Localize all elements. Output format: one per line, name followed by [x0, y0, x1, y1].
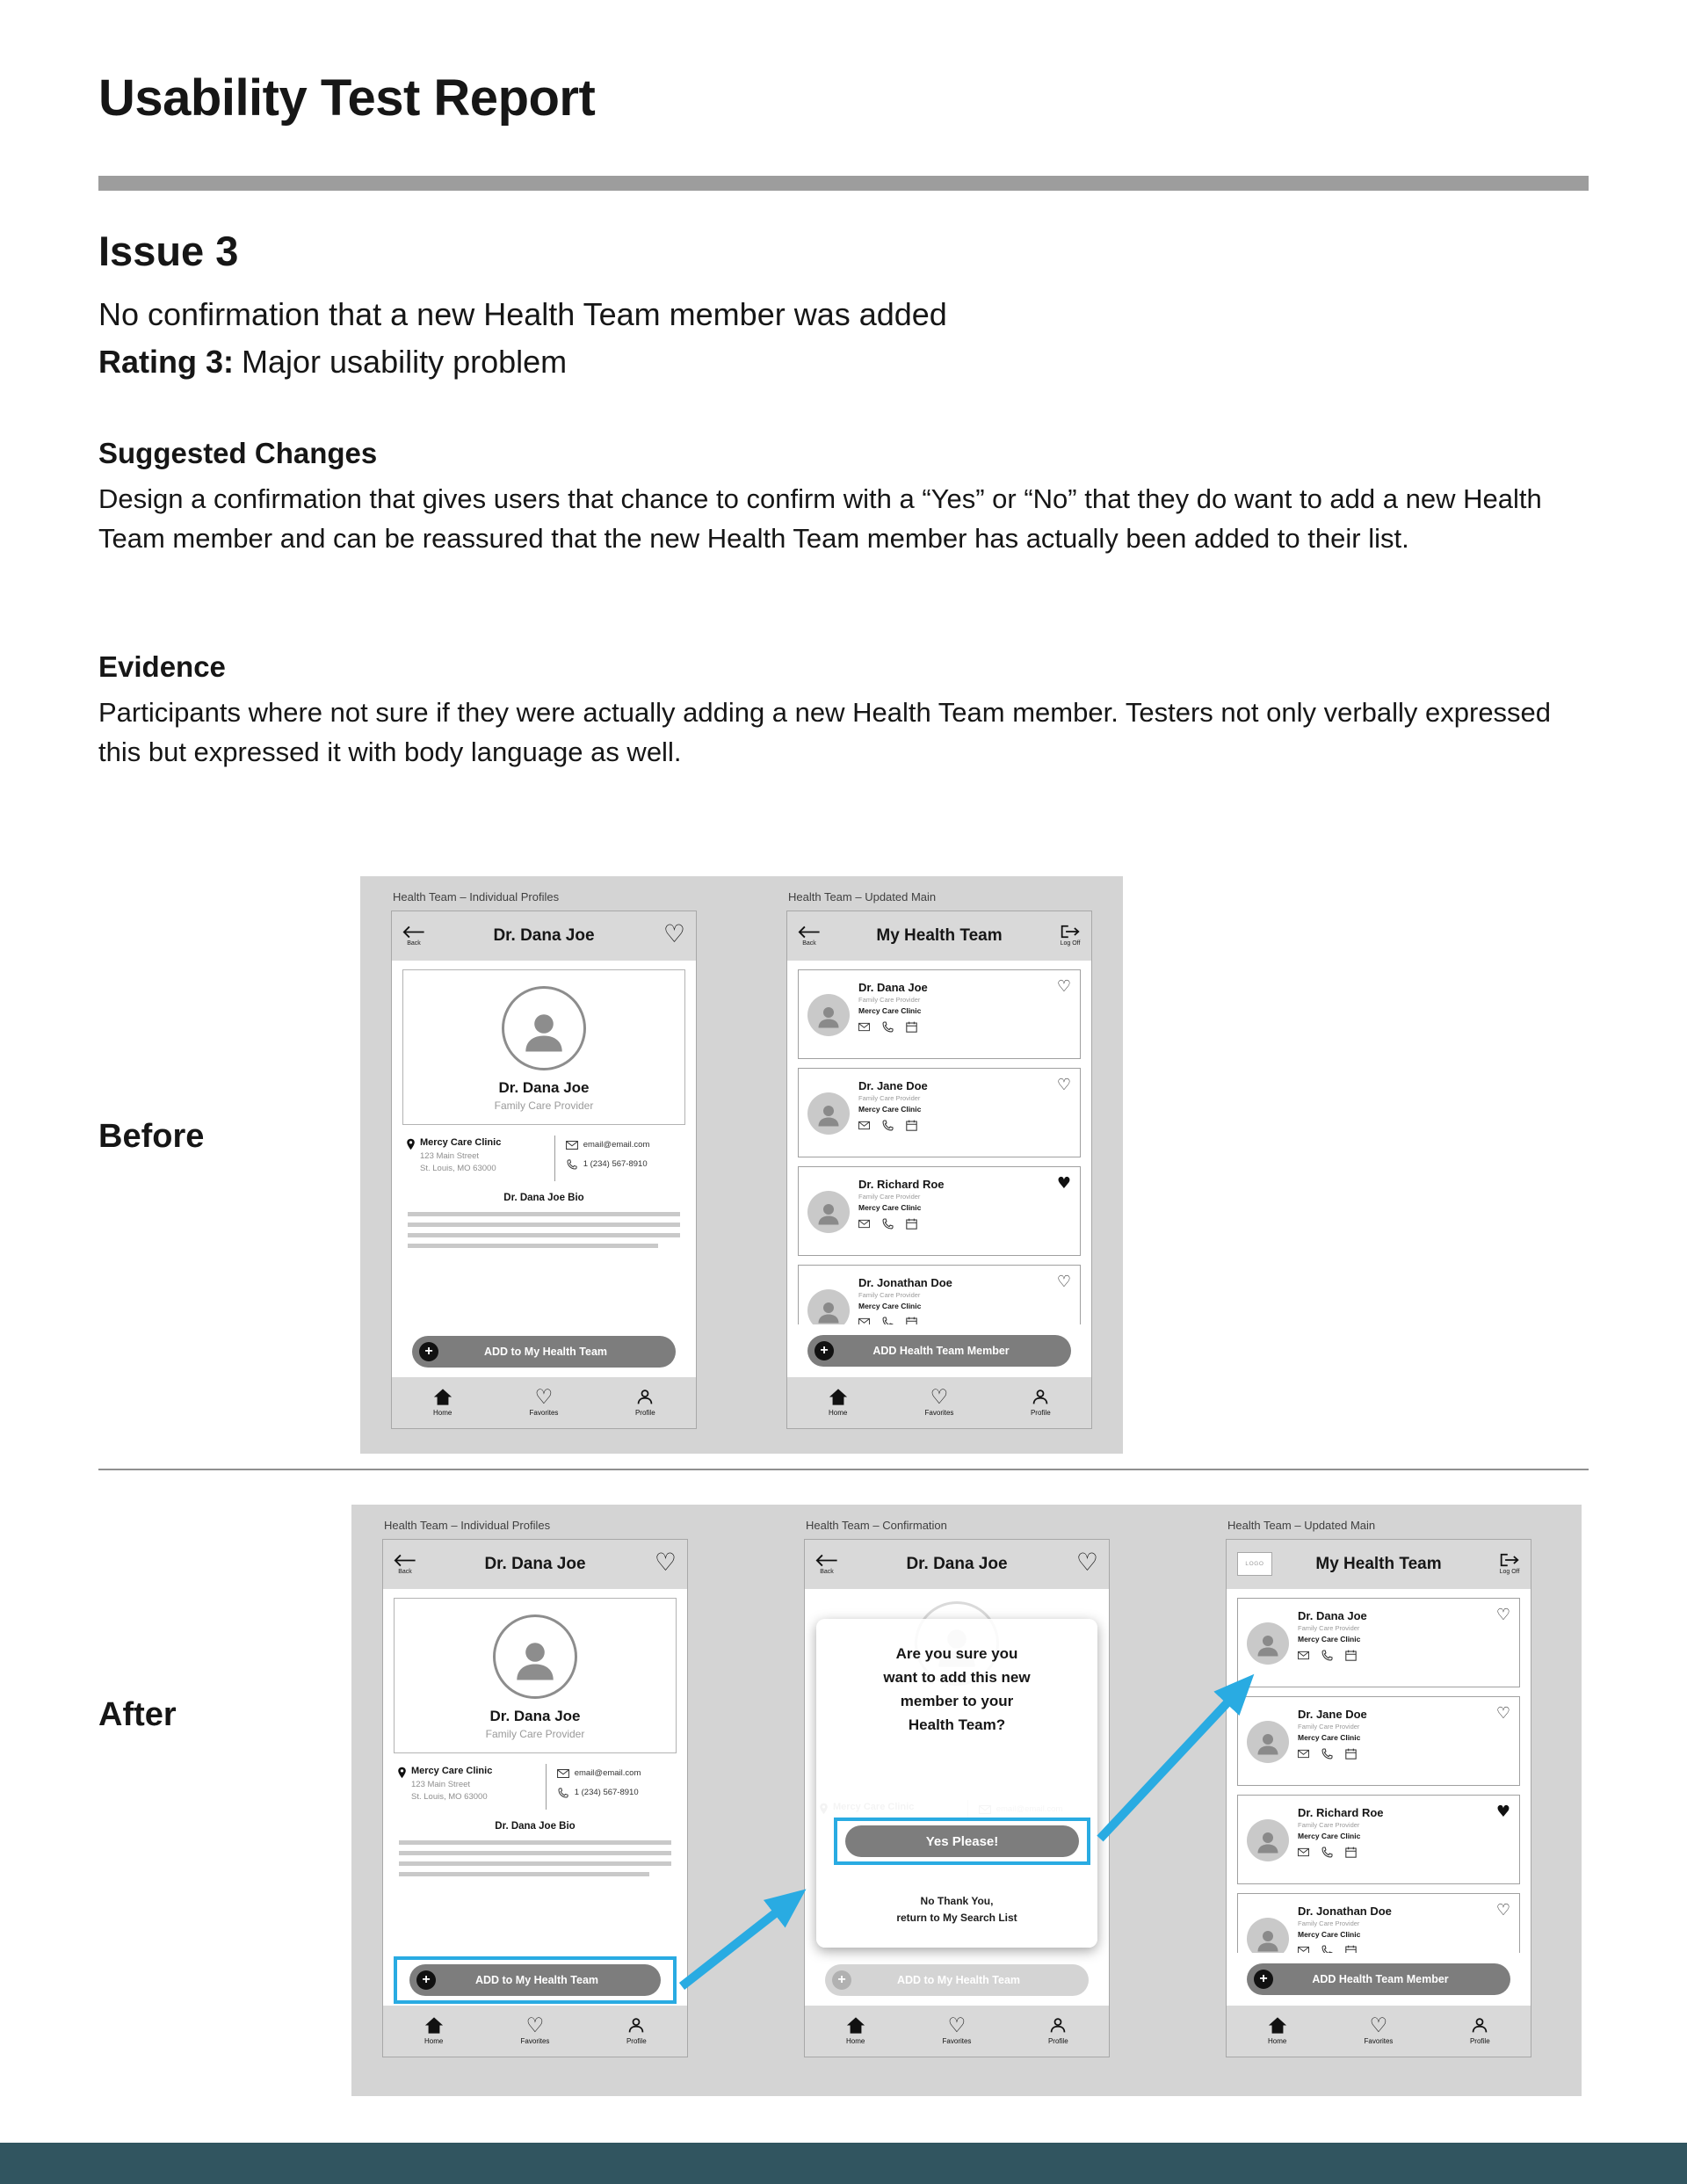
favorite-heart-icon[interactable]: ♡: [1056, 976, 1071, 996]
mockup-after-profile: [382, 1519, 688, 2057]
log-off-button[interactable]: [1499, 1553, 1520, 1575]
mockup-caption: Health Team – Individual Profiles: [384, 1519, 551, 1532]
add-health-team-member-button[interactable]: [807, 1335, 1071, 1367]
nav-home[interactable]: [1249, 2016, 1306, 2045]
person-icon: [1255, 1731, 1281, 1757]
provider-role: Family Care Provider: [494, 1099, 594, 1112]
add-button-row: [805, 1955, 1109, 2006]
phone-header: [787, 911, 1091, 961]
member-avatar: [807, 994, 850, 1036]
phone-body: [787, 961, 1091, 1377]
provider-name: Dr. Dana Joe: [489, 1707, 581, 1724]
nav-profile-label: Profile: [626, 2037, 647, 2046]
member-role: Family Care Provider: [858, 1093, 921, 1102]
member-card[interactable]: [798, 969, 1081, 1059]
plus-icon: +: [815, 1341, 834, 1360]
contact-info: [395, 1764, 675, 1810]
phone-screen: [786, 911, 1092, 1429]
nav-profile-label: Profile: [634, 1409, 655, 1418]
calendar-icon[interactable]: [906, 1218, 917, 1230]
favorite-heart-icon[interactable]: ♡: [1495, 1703, 1510, 1723]
phone-value: 1 (234) 567-8910: [583, 1159, 648, 1170]
screen-title: My Health Team: [1315, 1554, 1442, 1573]
home-icon: [1268, 2016, 1287, 2035]
member-role: Family Care Provider: [858, 1290, 921, 1299]
plus-icon: +: [416, 1970, 436, 1990]
favorite-heart-icon[interactable]: ♥: [1056, 1173, 1071, 1193]
profile-icon: [635, 1388, 655, 1406]
phone-icon[interactable]: [1321, 1748, 1333, 1760]
back-arrow-icon: [402, 925, 425, 939]
nav-favorites-label: Favorites: [942, 2037, 972, 2046]
rating-label: Rating 3:: [98, 344, 235, 380]
member-actions: [1298, 1847, 1510, 1858]
back-button[interactable]: [815, 1554, 838, 1575]
favorite-heart-icon[interactable]: ♡: [1056, 1272, 1071, 1291]
after-panel: [351, 1505, 1582, 2096]
back-label: Back: [407, 940, 421, 947]
home-icon: [433, 1388, 453, 1406]
log-off-label: Log Off: [1060, 940, 1081, 947]
phone-icon[interactable]: [566, 1159, 578, 1170]
confirmation-question: Are you sure you want to add this new member to your Health Team?: [883, 1644, 1031, 1734]
home-icon: [846, 2016, 865, 2035]
page-title: Usability Test Report: [98, 69, 596, 127]
contact-methods: [547, 1764, 675, 1810]
phone-icon[interactable]: [882, 1120, 894, 1131]
member-role: Family Care Provider: [1298, 1820, 1360, 1829]
add-to-health-team-button[interactable]: [409, 1964, 661, 1996]
person-icon: [1255, 1829, 1281, 1855]
person-icon: [815, 1201, 842, 1227]
nav-home[interactable]: [810, 1388, 866, 1417]
phone-header: [392, 911, 696, 961]
no-line2: return to My Search List: [896, 1912, 1017, 1924]
member-avatar: [1247, 1819, 1289, 1861]
issue-rating: [98, 344, 567, 381]
profile-icon: [1031, 1388, 1050, 1406]
back-button[interactable]: [798, 925, 821, 947]
phone-screen: [382, 1539, 688, 2057]
back-label: Back: [820, 1568, 834, 1575]
footer-bar: [0, 2143, 1687, 2184]
avatar: [493, 1614, 577, 1699]
add-member-row: [1227, 1953, 1531, 2006]
plus-icon: +: [832, 1970, 851, 1990]
nav-home-label: Home: [1267, 2037, 1287, 2046]
no-thank-you-link[interactable]: [816, 1893, 1097, 1926]
suggested-changes-heading: Suggested Changes: [98, 437, 378, 469]
nav-profile[interactable]: [1452, 2016, 1508, 2045]
evidence-heading: Evidence: [98, 650, 226, 683]
member-clinic: Mercy Care Clinic: [1298, 1831, 1361, 1840]
back-arrow-icon: [815, 1554, 838, 1567]
phone-header: [805, 1540, 1109, 1589]
phone-icon[interactable]: [1321, 1847, 1333, 1858]
calendar-icon[interactable]: [1345, 1650, 1357, 1661]
favorite-heart-icon[interactable]: ♡: [662, 919, 685, 949]
back-button[interactable]: [402, 925, 425, 947]
nav-home-label: Home: [845, 2037, 865, 2046]
nav-favorites-label: Favorites: [520, 2037, 550, 2046]
member-name: Dr. Jonathan Doe: [1298, 1904, 1392, 1918]
nav-profile[interactable]: [617, 1388, 673, 1417]
phone-body: [1227, 1589, 1531, 2006]
email-icon[interactable]: [1298, 1748, 1309, 1760]
member-name: Dr. Jane Doe: [1298, 1707, 1367, 1721]
screen-title: Dr. Dana Joe: [484, 1554, 586, 1573]
back-arrow-icon: [798, 925, 821, 939]
phone-icon[interactable]: [882, 1021, 894, 1033]
phone-value: 1 (234) 567-8910: [574, 1788, 639, 1798]
nav-profile-label: Profile: [1047, 2037, 1068, 2046]
provider-role: Family Care Provider: [485, 1727, 585, 1740]
evidence-body: Participants where not sure if they were actually adding a new Health Team member. Testers not only verbally expressed this but expressed it with body language as well.: [98, 697, 1552, 767]
favorite-heart-icon[interactable]: ♡: [654, 1548, 677, 1578]
favorite-heart-icon[interactable]: ♥: [1495, 1802, 1510, 1821]
mockup-caption: Health Team – Updated Main: [1227, 1519, 1376, 1532]
calendar-icon[interactable]: [1345, 1748, 1357, 1760]
nav-favorites-label: Favorites: [924, 1409, 954, 1418]
member-clinic: Mercy Care Clinic: [858, 1104, 922, 1114]
add-member-row: [787, 1324, 1091, 1377]
add-button-label: ADD to My Health Team: [483, 1345, 608, 1358]
calendar-icon[interactable]: [1345, 1847, 1357, 1858]
after-label: After: [98, 1696, 177, 1733]
clinic-info: [395, 1764, 547, 1810]
member-avatar: [807, 1191, 850, 1233]
member-clinic: Mercy Care Clinic: [1298, 1732, 1361, 1742]
phone-icon[interactable]: [557, 1788, 569, 1798]
bio-heading: Dr. Dana Joe Bio: [503, 1193, 584, 1204]
member-actions: [858, 1218, 1071, 1230]
bottom-nav: [383, 2006, 687, 2057]
heart-icon: ♡: [525, 2014, 545, 2038]
member-avatar: [1247, 1622, 1289, 1665]
phone-screen: [804, 1539, 1110, 2057]
address-line2: St. Louis, MO 63000: [420, 1164, 496, 1174]
member-clinic: Mercy Care Clinic: [858, 1202, 922, 1212]
issue-subtitle: No confirmation that a new Health Team member was added: [98, 296, 947, 332]
member-clinic: Mercy Care Clinic: [858, 1005, 922, 1015]
screen-title: Dr. Dana Joe: [493, 925, 595, 945]
log-off-icon: [1499, 1553, 1520, 1567]
favorite-heart-icon[interactable]: ♡: [1495, 1900, 1510, 1919]
member-name: Dr. Jonathan Doe: [858, 1275, 952, 1289]
person-icon: [815, 1299, 842, 1325]
mockup-before-main: [786, 890, 1092, 1429]
add-button-row: [392, 1326, 696, 1377]
suggested-changes-body: Design a confirmation that gives users that chance to confirm with a “Yes” or “No” that they do want to add a new Health Team member and can be reassured that the new Health Team member has actually been added to their list.: [98, 483, 1542, 554]
before-panel: [360, 876, 1123, 1454]
member-name: Dr. Richard Roe: [1298, 1805, 1384, 1819]
nav-favorites[interactable]: [911, 1388, 967, 1417]
no-line1: No Thank You,: [920, 1895, 994, 1908]
nav-home[interactable]: [828, 2016, 884, 2045]
calendar-icon[interactable]: [906, 1120, 917, 1131]
member-actions: [1298, 1650, 1510, 1661]
location-pin-icon: [406, 1138, 416, 1150]
contact-info: [404, 1136, 684, 1181]
bottom-nav: [1227, 2006, 1531, 2057]
phone-body: [392, 961, 696, 1377]
clinic-name: Mercy Care Clinic: [411, 1765, 493, 1776]
person-icon: [815, 1004, 842, 1030]
add-to-health-team-button: [825, 1964, 1089, 1996]
health-team-list: [787, 961, 1091, 1377]
bottom-nav: [392, 1377, 696, 1428]
favorite-heart-icon[interactable]: ♡: [1056, 1075, 1071, 1094]
mockup-caption: Health Team – Confirmation: [806, 1519, 947, 1532]
avatar: [502, 986, 586, 1070]
issue-heading: Issue 3: [98, 228, 239, 274]
email-icon[interactable]: [557, 1768, 569, 1779]
log-off-button[interactable]: [1060, 925, 1081, 947]
clinic-name: Mercy Care Clinic: [420, 1136, 502, 1148]
add-member-label: ADD Health Team Member: [1312, 1972, 1449, 1985]
bio-placeholder-lines: [408, 1212, 680, 1248]
back-button[interactable]: [394, 1554, 416, 1575]
mockup-before-profile: [391, 890, 697, 1429]
member-role: Family Care Provider: [858, 995, 921, 1004]
member-role: Family Care Provider: [1298, 1722, 1360, 1731]
add-health-team-member-button[interactable]: [1247, 1963, 1510, 1995]
member-avatar: [1247, 1721, 1289, 1763]
plus-icon: +: [419, 1342, 438, 1361]
member-avatar: [807, 1092, 850, 1135]
address-line2: St. Louis, MO 63000: [411, 1792, 488, 1803]
home-icon: [829, 1388, 848, 1406]
member-card[interactable]: [1237, 1795, 1520, 1884]
member-clinic: Mercy Care Clinic: [1298, 1929, 1361, 1939]
highlight-box: [834, 1818, 1090, 1865]
nav-favorites[interactable]: [516, 1388, 572, 1417]
highlight-box: [394, 1956, 677, 2004]
favorite-heart-icon[interactable]: ♡: [1075, 1548, 1098, 1578]
provider-name: Dr. Dana Joe: [498, 1078, 590, 1096]
phone-body: [383, 1589, 687, 2006]
member-clinic: Mercy Care Clinic: [858, 1301, 922, 1310]
email-icon[interactable]: [858, 1021, 870, 1033]
title-divider-bar: [98, 176, 1589, 191]
before-label: Before: [98, 1118, 205, 1155]
heart-icon: ♡: [1369, 2014, 1388, 2038]
back-label: Back: [802, 940, 816, 947]
member-role: Family Care Provider: [858, 1192, 921, 1201]
person-icon: [1255, 1632, 1281, 1658]
phone-screen: [391, 911, 697, 1429]
nav-profile[interactable]: [1030, 2016, 1086, 2045]
member-name: Dr. Dana Joe: [1298, 1608, 1367, 1622]
home-icon: [424, 2016, 444, 2035]
bottom-nav: [787, 1377, 1091, 1428]
email-value: email@email.com: [583, 1140, 650, 1150]
heart-icon: ♡: [930, 1386, 949, 1410]
phone-icon[interactable]: [882, 1218, 894, 1230]
favorite-heart-icon[interactable]: ♡: [1495, 1605, 1510, 1624]
log-off-icon: [1060, 925, 1081, 939]
person-icon: [511, 1636, 559, 1684]
nav-profile[interactable]: [1012, 1388, 1068, 1417]
member-name: Dr. Jane Doe: [858, 1078, 928, 1092]
email-icon[interactable]: [1298, 1650, 1309, 1661]
provider-profile-card: [402, 969, 685, 1125]
yes-please-button[interactable]: Yes Please!: [845, 1825, 1079, 1857]
person-icon: [1255, 1927, 1281, 1954]
phone-header: [1227, 1540, 1531, 1589]
mockup-caption: Health Team – Individual Profiles: [393, 890, 560, 903]
email-icon[interactable]: [1298, 1847, 1309, 1858]
member-actions: [858, 1120, 1071, 1131]
mockup-after-confirmation: [804, 1519, 1110, 2057]
profile-icon: [1470, 2016, 1489, 2035]
nav-home-label: Home: [432, 1409, 453, 1418]
member-actions: [1298, 1748, 1510, 1760]
back-label: Back: [398, 1568, 412, 1575]
section-divider: [98, 1469, 1589, 1470]
heart-icon: ♡: [534, 1386, 554, 1410]
nav-favorites[interactable]: [1350, 2016, 1407, 2045]
member-card[interactable]: [798, 1166, 1081, 1256]
email-icon[interactable]: [858, 1218, 870, 1230]
bottom-nav: [805, 2006, 1109, 2057]
address-line1: 123 Main Street: [420, 1150, 480, 1161]
phone-screen: [1226, 1539, 1531, 2057]
location-pin-icon: [397, 1767, 407, 1779]
add-button-row: [383, 1955, 687, 2006]
clinic-info: [404, 1136, 555, 1181]
provider-profile-card: [394, 1598, 677, 1753]
person-icon: [815, 1102, 842, 1128]
back-arrow-icon: [394, 1554, 416, 1567]
profile-icon: [1048, 2016, 1068, 2035]
email-icon[interactable]: [858, 1120, 870, 1131]
contact-methods: [555, 1136, 684, 1181]
nav-home[interactable]: [415, 1388, 471, 1417]
member-actions: [858, 1021, 1071, 1033]
nav-home-label: Home: [424, 2037, 444, 2046]
add-button-label: ADD to My Health Team: [896, 1973, 1021, 1986]
member-role: Family Care Provider: [1298, 1919, 1360, 1927]
nav-home[interactable]: [406, 2016, 462, 2045]
plus-icon: +: [1254, 1970, 1273, 1989]
phone-body: [805, 1589, 1109, 2006]
health-team-list: [1227, 1589, 1531, 2006]
bio-heading: Dr. Dana Joe Bio: [495, 1821, 576, 1832]
nav-profile-label: Profile: [1469, 2037, 1490, 2046]
nav-favorites-label: Favorites: [529, 1409, 559, 1418]
screen-title: My Health Team: [876, 925, 1003, 945]
person-icon: [520, 1008, 568, 1056]
address-line1: 123 Main Street: [411, 1779, 471, 1789]
nav-favorites[interactable]: [507, 2016, 563, 2045]
logo: LOGO: [1237, 1552, 1272, 1576]
calendar-icon[interactable]: [906, 1021, 917, 1033]
bio-placeholder-lines: [399, 1840, 671, 1876]
email-icon[interactable]: [566, 1140, 578, 1150]
nav-favorites-label: Favorites: [1364, 2037, 1394, 2046]
rating-text: Major usability problem: [242, 344, 568, 380]
nav-profile[interactable]: [608, 2016, 664, 2045]
email-value: email@email.com: [574, 1768, 641, 1779]
member-name: Dr. Dana Joe: [858, 980, 928, 994]
add-to-health-team-button[interactable]: [412, 1336, 676, 1368]
nav-profile-label: Profile: [1030, 1409, 1051, 1418]
profile-icon: [626, 2016, 646, 2035]
screen-title: Dr. Dana Joe: [906, 1554, 1008, 1573]
member-card[interactable]: [798, 1068, 1081, 1157]
member-role: Family Care Provider: [1298, 1623, 1360, 1632]
nav-favorites[interactable]: [929, 2016, 985, 2045]
add-member-label: ADD Health Team Member: [872, 1344, 1010, 1357]
heart-icon: ♡: [947, 2014, 967, 2038]
add-button-label: ADD to My Health Team: [474, 1973, 599, 1986]
mockup-after-main: [1226, 1519, 1531, 2057]
member-card[interactable]: [1237, 1696, 1520, 1786]
phone-icon[interactable]: [1321, 1650, 1333, 1661]
member-card[interactable]: [1237, 1598, 1520, 1687]
member-name: Dr. Richard Roe: [858, 1177, 945, 1191]
nav-home-label: Home: [828, 1409, 848, 1418]
phone-header: [383, 1540, 687, 1589]
log-off-label: Log Off: [1499, 1569, 1520, 1576]
confirmation-dialog: [816, 1619, 1097, 1948]
member-clinic: Mercy Care Clinic: [1298, 1634, 1361, 1643]
mockup-caption: Health Team – Updated Main: [788, 890, 937, 903]
